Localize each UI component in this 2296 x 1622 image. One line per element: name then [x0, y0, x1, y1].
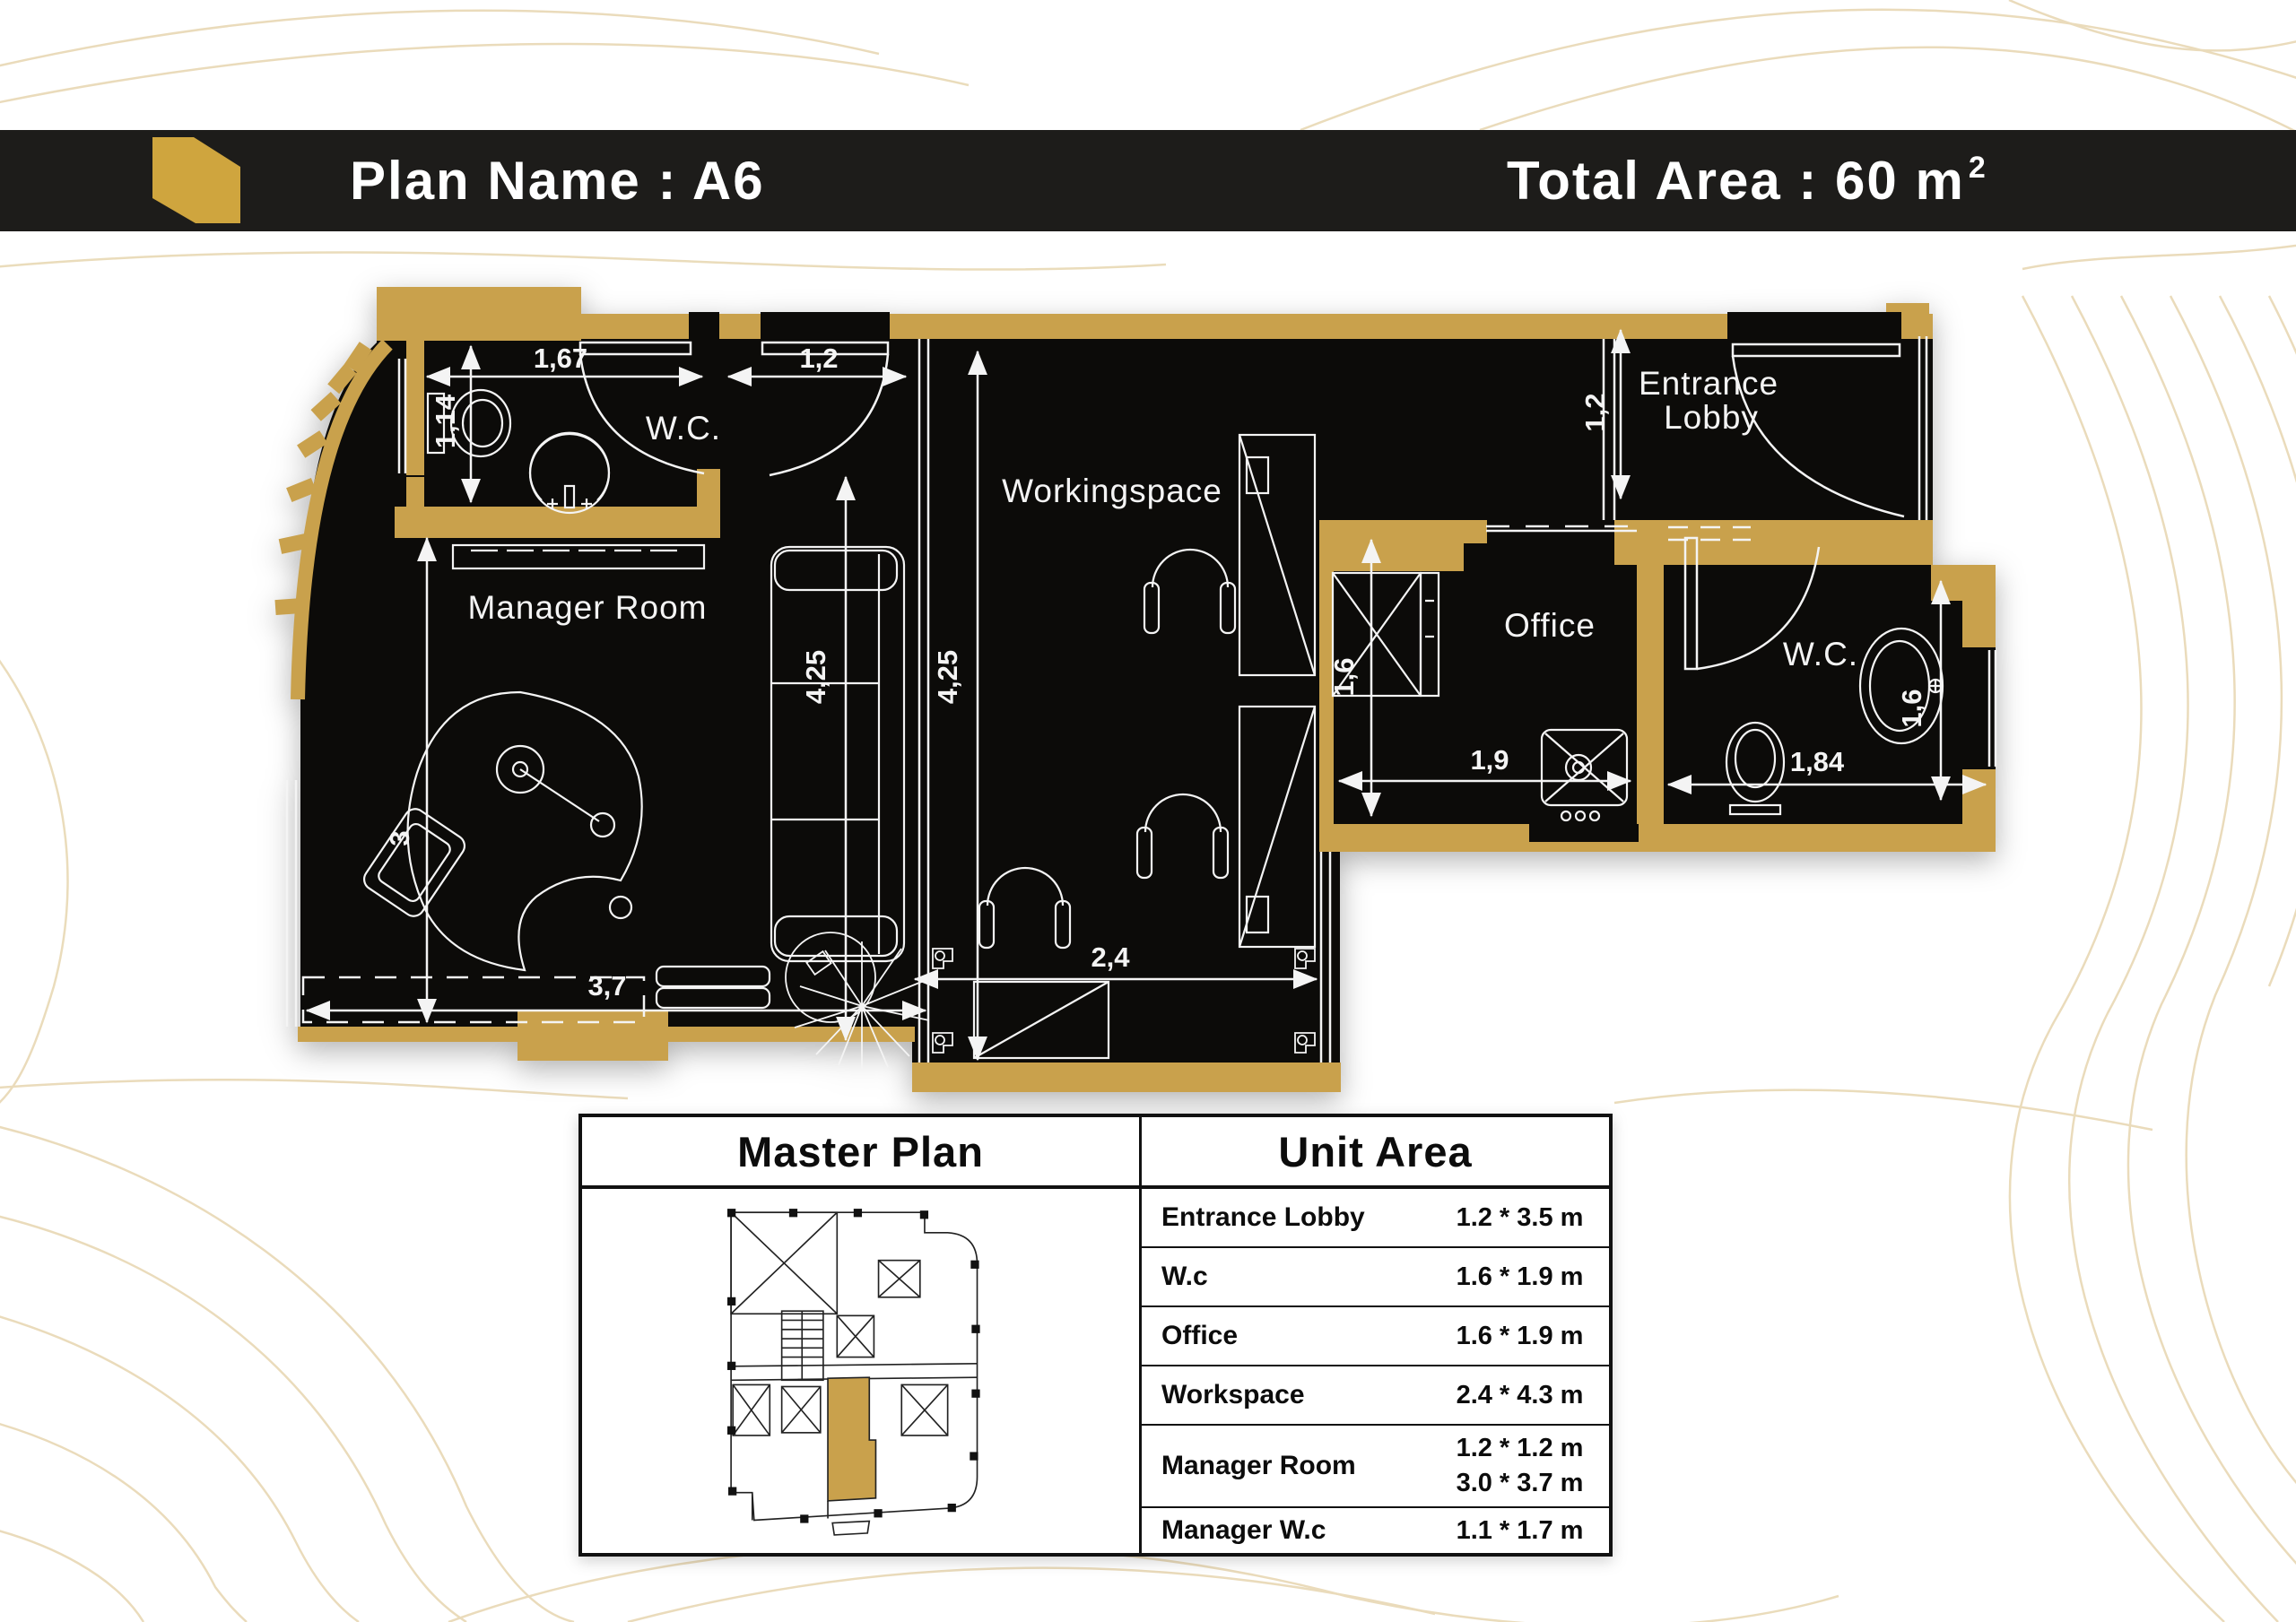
table-row-office: [1142, 1307, 1609, 1366]
row-label: Manager W.c: [1161, 1515, 1326, 1545]
row-label: Entrance Lobby: [1161, 1202, 1365, 1232]
room-label-lobby: Lobby: [1664, 399, 1759, 436]
row-value: 1.1 * 1.7 m: [1456, 1515, 1584, 1545]
row-label: W.c: [1161, 1262, 1208, 1291]
total-area-text: Total Area : 60 m: [1507, 151, 1965, 211]
row-value: 1.6 * 1.9 m: [1456, 1321, 1584, 1350]
dim-wc1-width: 1,67: [533, 343, 588, 374]
header-bar: [0, 130, 2296, 231]
logo-icon: [152, 137, 242, 225]
dim-manager-width: 3,7: [587, 970, 627, 1002]
room-label-workingspace: Workingspace: [1002, 473, 1222, 509]
total-area-superscript: 2: [1968, 151, 1987, 185]
dim-sofa-length: 4,25: [800, 649, 831, 705]
table-row-entrance-lobby: [1142, 1189, 1609, 1248]
dim-wc2-depth: 1,6: [1896, 689, 1927, 728]
master-plan-header: Master Plan: [582, 1117, 1142, 1189]
room-label-manager-wc: W.C.: [645, 410, 722, 447]
floor-plan: [251, 278, 2009, 1103]
room-label-entrance-wc: W.C.: [1782, 636, 1859, 672]
total-area-title: [1507, 130, 1987, 231]
unit-area-header: Unit Area: [1142, 1117, 1609, 1189]
dim-wc1-depth: 1,14: [430, 394, 461, 449]
row-value: 2.4 * 4.3 m: [1456, 1380, 1584, 1409]
table-row-manager-room: [1142, 1426, 1609, 1508]
row-value: 1.2 * 3.5 m: [1456, 1202, 1584, 1232]
master-plan-drawing: [636, 1205, 1084, 1537]
row-label: Manager Room: [1161, 1451, 1356, 1480]
master-plan-cell: [582, 1189, 1142, 1553]
room-label-office: Office: [1504, 607, 1596, 644]
room-label-manager-room: Manager Room: [467, 589, 708, 626]
room-label-entrance: Entrance: [1638, 365, 1779, 402]
unit-area-table: [578, 1114, 1613, 1557]
row-value-group: [1431, 1434, 1609, 1498]
unit-area-rows: [1142, 1189, 1609, 1553]
dim-lobby-width: 1,2: [1579, 393, 1611, 432]
dim-office-width: 1,9: [1470, 744, 1509, 776]
table-row-wc: [1142, 1248, 1609, 1307]
row-value-2: 3.0 * 3.7 m: [1456, 1469, 1584, 1497]
dim-wc1-door: 1,2: [799, 343, 839, 374]
dim-workspace-width: 2,4: [1091, 941, 1130, 973]
table-row-workspace: [1142, 1366, 1609, 1426]
dim-manager-depth: 3: [384, 830, 415, 846]
dim-office-depth: 1,6: [1328, 657, 1360, 697]
row-value: 1.6 * 1.9 m: [1456, 1262, 1584, 1291]
plan-name-title: Plan Name : A6: [350, 151, 765, 211]
row-label: Workspace: [1161, 1380, 1305, 1409]
row-label: Office: [1161, 1321, 1239, 1350]
table-row-manager-wc: [1142, 1508, 1609, 1553]
row-value: 1.2 * 1.2 m: [1456, 1434, 1584, 1462]
dim-wc2-width: 1,84: [1789, 746, 1845, 777]
dim-workspace-length: 4,25: [932, 649, 963, 705]
